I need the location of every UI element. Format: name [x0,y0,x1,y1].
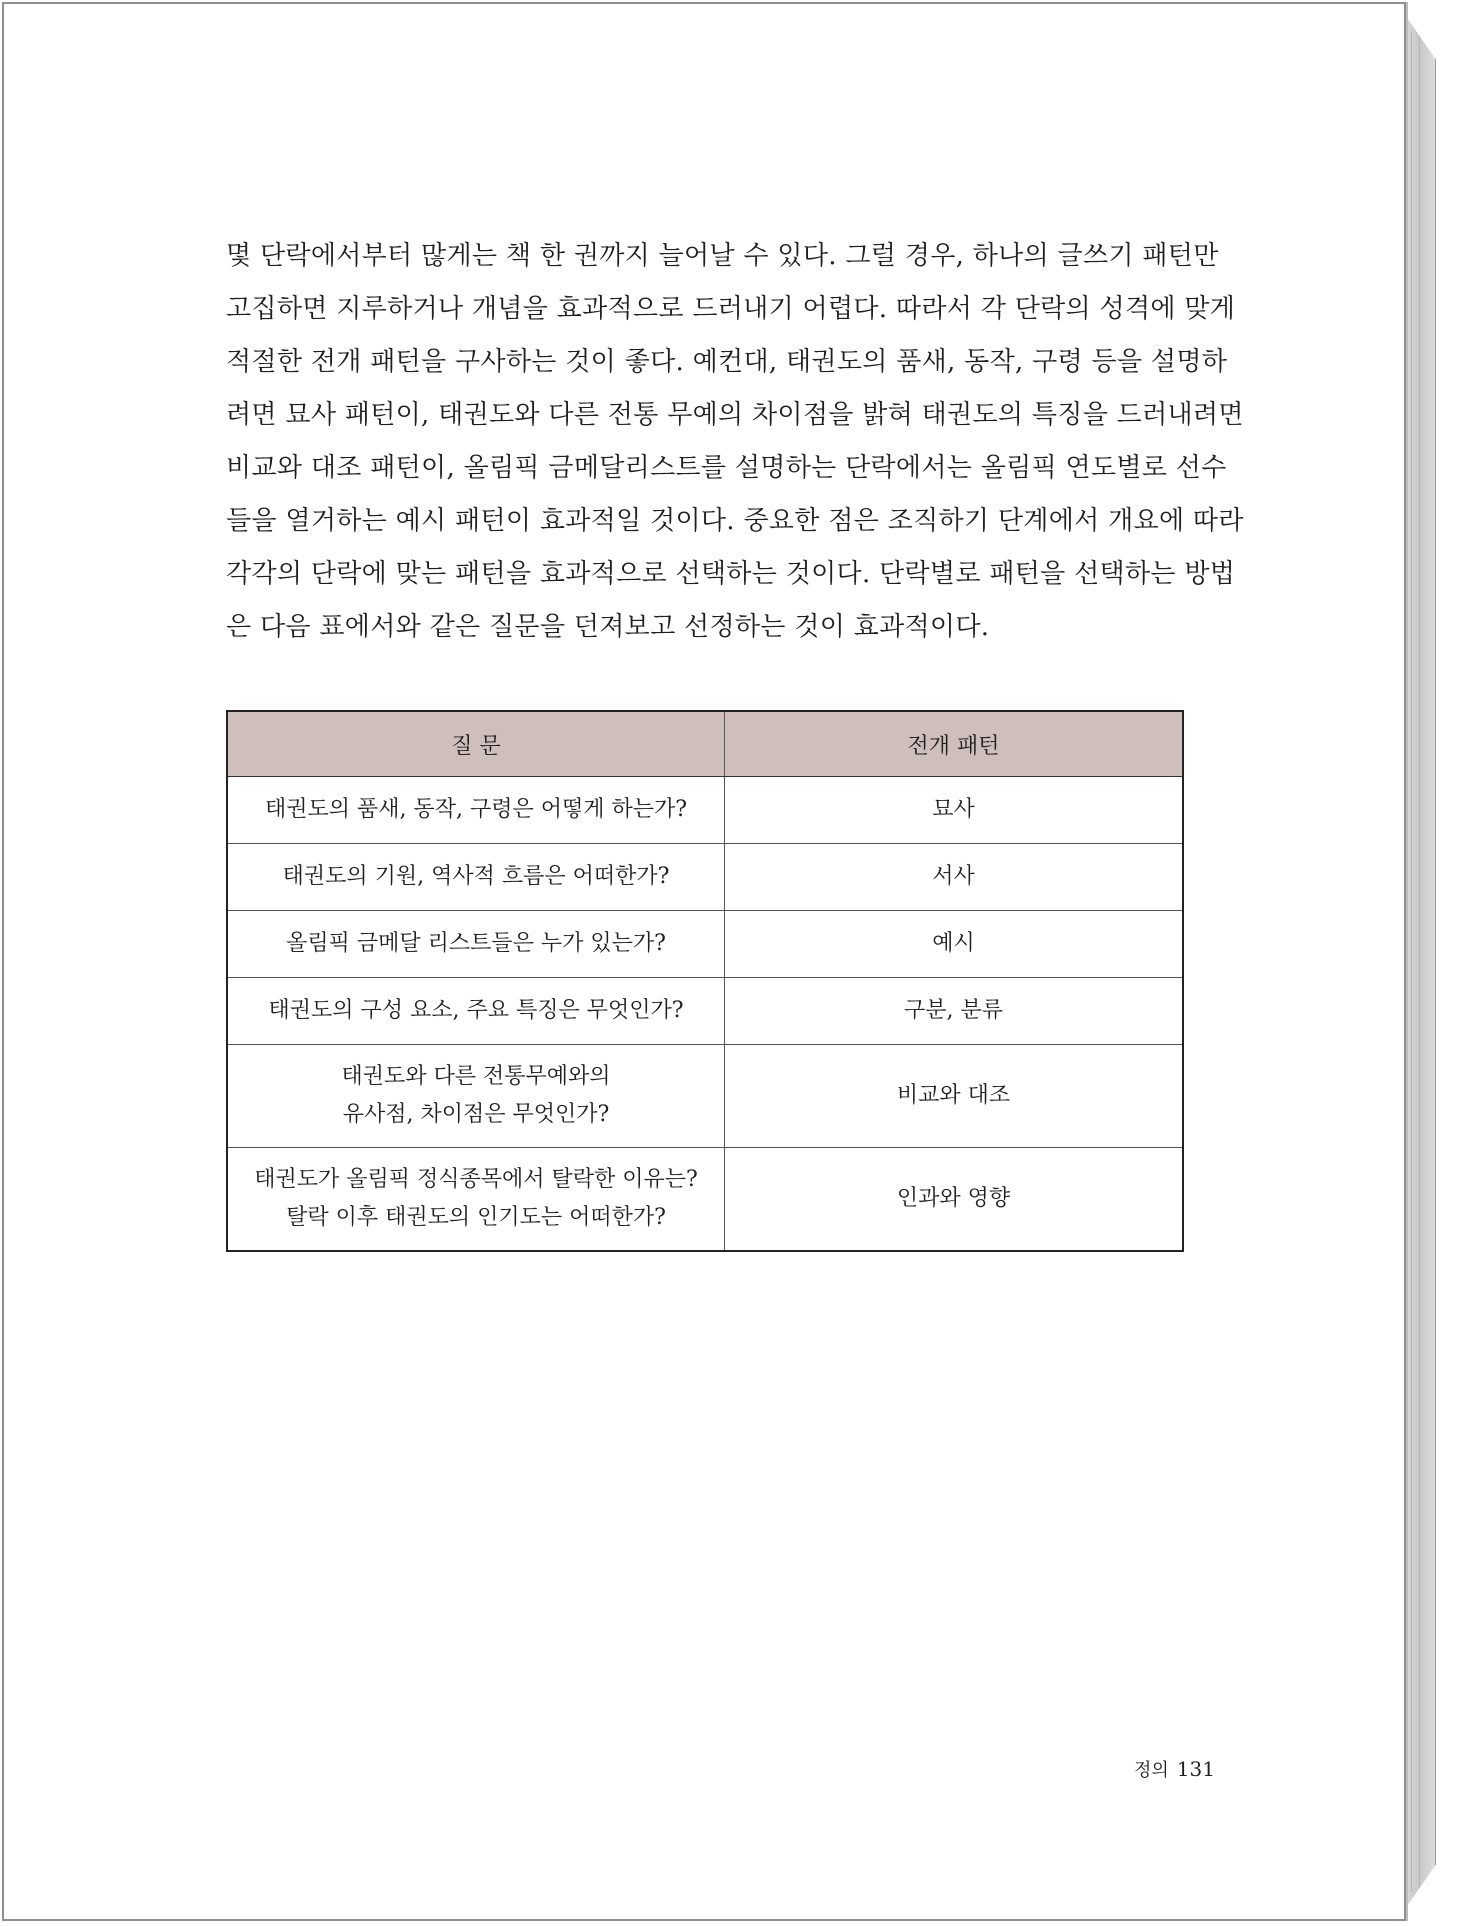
pattern-cell: 비교와 대조 [725,1045,1184,1148]
question-pattern-table [226,710,1184,1252]
table-row [227,844,1183,911]
question-text: 태권도가 올림픽 정식종목에서 탈락한 이유는? [254,1167,698,1192]
header-pattern: 전개 패턴 [725,711,1184,777]
paragraph-line: 은 다음 표에서와 같은 질문을 던져보고 선정하는 것이 효과적이다. [226,612,990,642]
table-row [227,1045,1183,1148]
page-number: 131 [1176,1757,1215,1781]
table-row [227,777,1183,844]
question-text: 탈락 이후 태권도의 인기도는 어떠한가? [286,1205,666,1230]
question-cell [227,978,725,1045]
paragraph-line: 고집하면 지루하거나 개념을 효과적으로 드러내기 어렵다. 따라서 각 단락의 성격에 맞게 [226,294,1236,324]
paragraph-line: 비교와 대조 패턴이, 올림픽 금메달리스트를 설명하는 단락에서는 올림픽 연도별로 선수 [226,453,1227,483]
question-text: 태권도의 구성 요소, 주요 특징은 무엇인가? [268,998,684,1023]
pattern-cell: 서사 [725,844,1184,911]
paragraph-line: 몇 단락에서부터 많게는 책 한 권까지 늘어날 수 있다. 그럴 경우, 하나의 글쓰기 패턴만 [226,241,1219,271]
question-cell [227,911,725,978]
pattern-cell: 예시 [725,911,1184,978]
paragraph-line: 적절한 전개 패턴을 구사하는 것이 좋다. 예컨대, 태권도의 품새, 동작, 구령 등을 설명하 [226,347,1228,377]
header-question: 질 문 [227,711,725,777]
body-paragraph [226,230,1244,654]
pattern-cell: 인과와 영향 [725,1148,1184,1252]
table-header-row [227,711,1183,777]
paragraph-line: 려면 묘사 패턴이, 태권도와 다른 전통 무예의 차이점을 밝혀 태권도의 특징을 드러내려면 [226,400,1244,430]
question-cell [227,1045,725,1148]
question-cell [227,844,725,911]
page-edge-line [1419,32,1420,1892]
section-label: 정의 [1134,1760,1169,1781]
question-text: 태권도와 다른 전통무예와의 [341,1064,611,1089]
paragraph-line: 각각의 단락에 맞는 패턴을 효과적으로 선택하는 것이다. 단락별로 패턴을 선택하는 방법 [226,559,1236,589]
table-row [227,978,1183,1045]
question-text: 올림픽 금메달 리스트들은 누가 있는가? [286,931,666,956]
pattern-cell: 묘사 [725,777,1184,844]
question-text: 태권도의 품새, 동작, 구령은 어떻게 하는가? [264,797,688,822]
book-page [2,2,1406,1921]
question-text: 유사점, 차이점은 무엇인가? [342,1102,610,1127]
question-cell [227,777,725,844]
question-text: 태권도의 기원, 역사적 흐름은 어떠한가? [282,864,670,889]
table-row [227,1148,1183,1252]
page-footer [1134,1756,1215,1782]
table-row [227,911,1183,978]
question-cell [227,1148,725,1252]
paragraph-line: 들을 열거하는 예시 패턴이 효과적일 것이다. 중요한 점은 조직하기 단계에서 개요에 따라 [226,506,1244,536]
pattern-cell: 구분, 분류 [725,978,1184,1045]
page-edge-line [1411,32,1412,1892]
